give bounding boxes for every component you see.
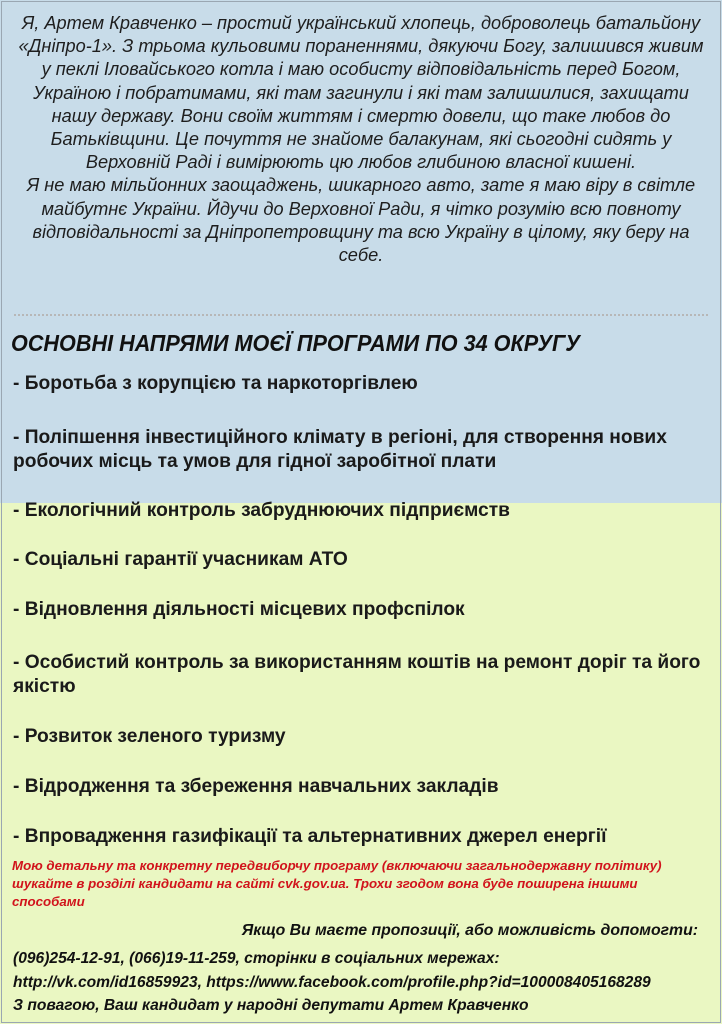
program-item: - Особистий контроль за використанням коштів на ремонт доріг та його якістю [13,652,701,697]
contacts-block [13,947,718,1018]
program-source-note: Мою детальну та конкретну передвиборчу програму (включаючи загальнодержавну політику) шукайте в розділі кандидати на сайті cvk.gov.ua. Трохи згодом вона буде поширена іншими способами [12,858,662,909]
program-item: - Відродження та збереження навчальних закладів [13,776,499,797]
intro-paragraph-2: Я не маю мільйонних заощаджень, шикарного авто, зате я маю віру в світле майбутнє України. Йдучи до Верховної Ради, я чітко розумію всю повноту відповідальності за Дніпропетровщину та всю Україну в цілому, яку беру на себе. [26,175,696,266]
program-item: - Впровадження газифікації та альтернативних джерел енергії [13,826,607,847]
dotted-divider [14,314,708,316]
program-item: - Боротьба з корупцією та наркоторгівлею [13,373,418,394]
social-links: http://vk.com/id16859923, https://www.facebook.com/profile.php?id=100008405168289 [13,973,651,991]
program-item: - Поліпшення інвестиційного клімату в регіоні, для створення нових робочих місць та умов для гідної заробітної плати [13,427,667,472]
program-item: - Відновлення діяльності місцевих профспілок [13,599,465,620]
intro-paragraph-1: Я, Артем Кравченко – простий український хлопець, доброволець батальйону «Дніпро-1». З трьома кульовими пораненнями, дякуючи Богу, залишився живим у пеклі Іловайського котла і маю особисту відповідальність перед Богом, Україною і побратимами, які там загинули і які там залишилися, захищати нашу державу. Вони своїм життям і смертю довели, що таке любов до Батьківщини. Це почуття не знайоме балакунам, які сьогодні сидять у Верховній Раді і вимірюють цю любов глибиною власної кишені. [18,13,704,173]
intro-text [12,12,710,267]
help-line: Якщо Ви маєте пропозиції, або можливість допомогти: [241,922,698,939]
signature: З повагою, Ваш кандидат у народні депутати Артем Кравченко [13,997,529,1014]
program-item: - Розвиток зеленого туризму [13,726,286,747]
phone-numbers: (096)254-12-91, (066)19-11-259, сторінки в соціальних мережах: [13,950,500,967]
program-item: - Соціальні гарантії учасникам АТО [13,549,348,570]
program-item: - Екологічний контроль забруднюючих підприємств [13,500,510,521]
program-heading: ОСНОВНІ НАПРЯМИ МОЄЇ ПРОГРАМИ ПО 34 ОКРУГУ [11,330,580,356]
